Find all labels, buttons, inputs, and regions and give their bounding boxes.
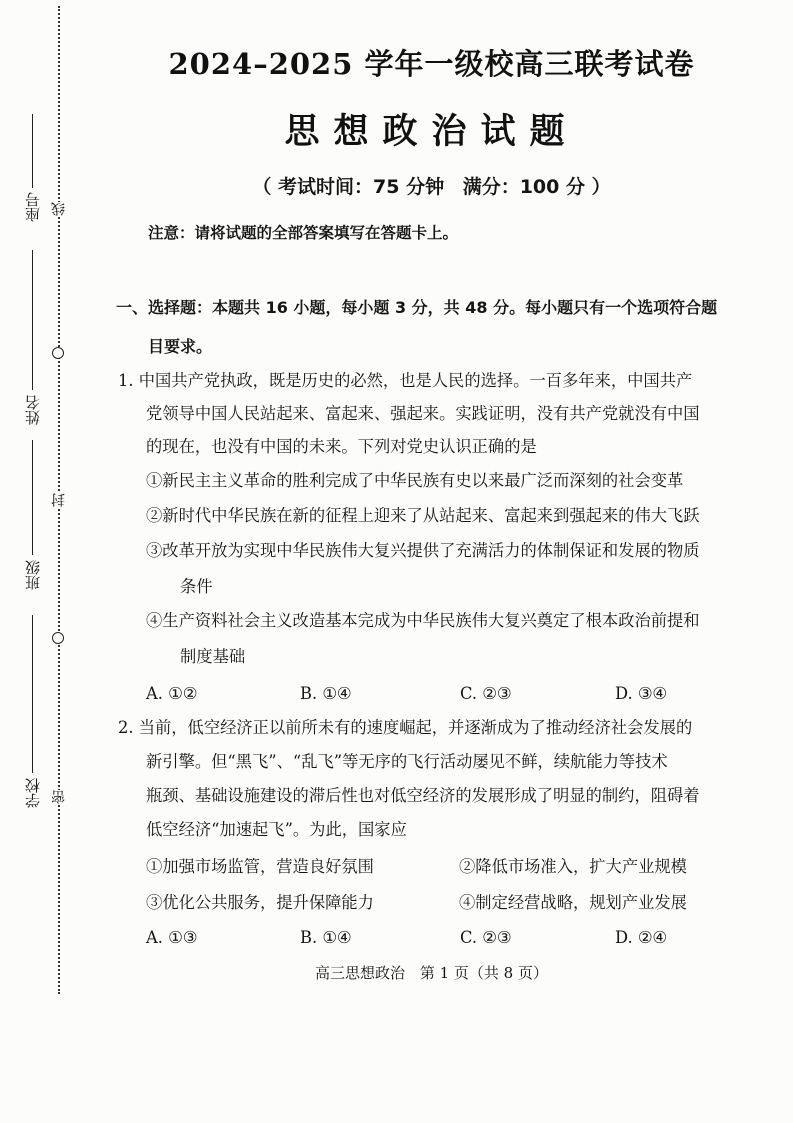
q2-stem-line4: 低空经济“加速起飞”。为此，国家应 [146,820,407,839]
q1-option-b[interactable]: B. ①④ [300,684,352,703]
q1-statement-1: ①新民主主义革命的胜利完成了中华民族有史以来最广泛而深刻的社会变革 [146,471,684,490]
school-label: 学校 [24,778,42,808]
class-blank[interactable] [32,440,33,555]
seat-label: 座号 [24,192,42,222]
q2-option-b[interactable]: B. ①④ [300,928,352,947]
punch-circle [52,347,64,359]
q2-option-c[interactable]: C. ②③ [460,928,512,947]
q1-statement-3b: 条件 [180,577,213,596]
school-blank[interactable] [32,615,33,773]
footer-subject: 高三思想政治 [315,964,406,982]
mark-xian: 线 [51,202,67,216]
q2-statement-3: ③优化公共服务，提升保障能力 [146,893,374,912]
q2-option-a[interactable]: A. ①③ [146,928,198,947]
exam-time: （ 考试时间：75 分钟 [252,176,445,198]
q1-statement-3a: ③改革开放为实现中华民族伟大复兴提供了充满活力的体制保证和发展的物质 [146,541,700,560]
q1-stem-line2: 党领导中国人民站起来、富起来、强起来。实践证明，没有共产党就没有中国 [146,404,700,423]
q1-statement-4b: 制度基础 [180,647,246,666]
mark-feng: 封 [51,493,67,507]
seat-blank[interactable] [32,114,33,188]
q2-option-d[interactable]: D. ②④ [615,928,668,947]
subject-title: 思想政治试题 [284,111,579,152]
q1-option-c[interactable]: C. ②③ [460,684,512,703]
page-footer [90,962,773,983]
section-heading-line2: 目要求。 [148,337,213,356]
q2-stem-line1: 2. 当前，低空经济正以前所未有的速度崛起，并逐渐成为了推动经济社会发展的 [118,718,693,737]
section-heading-line1: 一、选择题：本题共 16 小题，每小题 3 分，共 48 分。每小题只有一个选项符合题 [116,298,718,317]
exam-info [90,172,773,199]
class-label: 班级 [24,560,42,590]
q2-statement-2: ②降低市场准入，扩大产业规模 [459,857,687,876]
punch-circle [52,632,64,644]
footer-page-number: 第 1 页（共 8 页） [419,964,548,982]
q2-statement-4: ④制定经营战略，规划产业发展 [459,893,687,912]
mark-mi: 密 [51,790,67,804]
name-label: 姓名 [24,395,42,425]
q2-stem-line3: 瓶颈、基础设施建设的滞后性也对低空经济的发展形成了明显的制约，阻碍着 [146,786,700,805]
q1-option-d[interactable]: D. ③④ [615,684,668,703]
q2-stem-line2: 新引擎。但“黑飞”、“乱飞”等无序的飞行活动屡见不鲜，续航能力等技术 [146,752,668,771]
q1-option-a[interactable]: A. ①② [146,684,198,703]
name-blank[interactable] [32,250,33,390]
q1-statement-4a: ④生产资料社会主义改造基本完成为中华民族伟大复兴奠定了根本政治前提和 [146,611,700,630]
binding-margin [0,0,80,1000]
q2-statement-1: ①加强市场监管，营造良好氛围 [146,857,374,876]
q1-statement-2: ②新时代中华民族在新的征程上迎来了从站起来、富起来到强起来的伟大飞跃 [146,506,700,525]
notice: 注意：请将试题的全部答案填写在答题卡上。 [148,224,459,242]
q1-stem-line3: 的现在，也没有中国的未来。下列对党史认识正确的是 [146,437,537,456]
exam-score: 满分：100 分 ） [462,176,611,198]
exam-title: 2024–2025 学年一级校高三联考试卷 [168,47,695,81]
q1-stem-line1: 1. 中国共产党执政，既是历史的必然，也是人民的选择。一百多年来，中国共产 [118,371,693,390]
